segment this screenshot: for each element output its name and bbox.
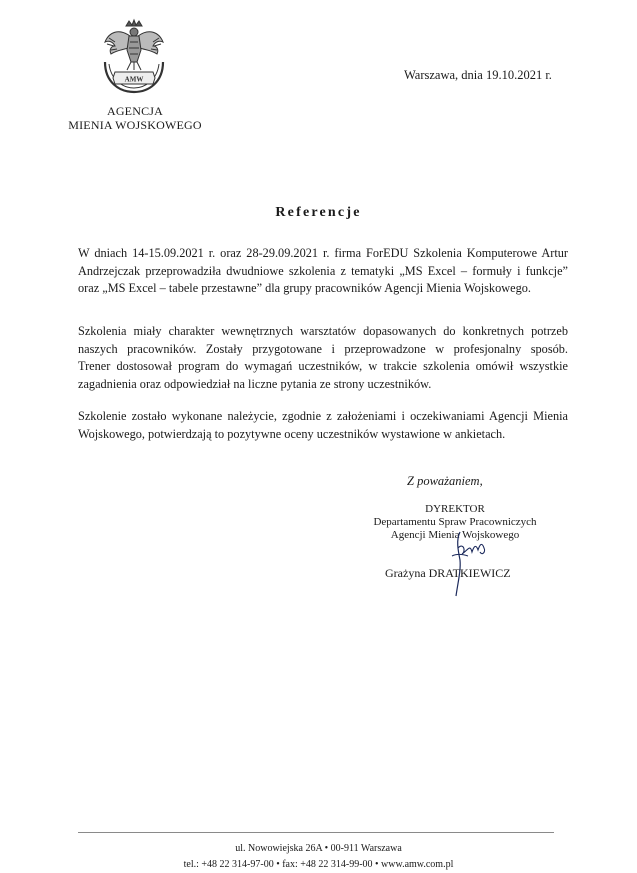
paragraph-line: zagadnienia oraz odpowiedział na liczne pytania ze strony uczestników. [78, 376, 432, 391]
paragraph-line: Szkolenie zostało wykonane należycie, zgodnie z założeniami i oczekiwaniami Agencji Mienia [78, 409, 568, 423]
signer-role: DYREKTOR [425, 503, 485, 515]
footer-contact: tel.: +48 22 314-97-00 • fax: +48 22 314-99-00 • www.amw.com.pl [183, 859, 454, 870]
agency-name [40, 104, 230, 132]
footer [0, 841, 637, 873]
paragraph-line: Szkolenia miały charakter wewnętrznych warsztatów dopasowanych do konkretnych potrzeb [78, 324, 568, 338]
paragraph-1 [78, 245, 568, 298]
signer-department: Departamentu Spraw Pracowniczych [373, 516, 537, 528]
closing-phrase: Z poważaniem, [407, 474, 483, 488]
logo-text: AMW [124, 75, 144, 84]
paragraph-line: W dniach 14-15.09.2021 r. oraz 28-29.09.2021 r. firma ForEDU Szkolenia Komputerowe Artur [78, 246, 568, 260]
paragraph-line: oraz „MS Excel – tabele przestawne” dla grupy pracowników Agencji Mienia Wojskowego. [78, 281, 531, 295]
agency-line1: AGENCJA [106, 104, 164, 118]
signature-scribble-icon [438, 530, 498, 600]
paragraph-line: naszych pracowników. Zostały przygotowane i przeprowadzone w profesjonalny sposób. [78, 341, 568, 356]
signer-name: Grażyna DRATKIEWICZ [385, 566, 511, 580]
paragraph-line: Wojskowego, potwierdzają to pozytywne oceny uczestników wystawione w ankietach. [78, 426, 506, 441]
handwritten-signature [438, 530, 498, 600]
footer-address: ul. Nowowiejska 26A • 00-911 Warszawa [235, 843, 402, 854]
place-date: Warszawa, dnia 19.10.2021 r. [404, 68, 552, 82]
paragraph-line: Trener dostosował program do wymagań uczestników, w trakcie szkolenia omówił wszystkie [78, 359, 568, 373]
paragraph-line: Andrzejczak przeprowadziła dwudniowe szkolenia z tematyki „MS Excel – formuły i funkcje” [78, 263, 568, 278]
agency-logo [99, 18, 169, 102]
footer-divider [78, 832, 554, 833]
paragraph-2 [78, 323, 568, 393]
agency-line2: MIENIA WOJSKOWEGO [68, 118, 202, 132]
signer-agency: Agencji Mienia Wojskowego [390, 529, 520, 541]
eagle-emblem-icon [99, 18, 169, 102]
document-title: Referencje [275, 205, 362, 220]
paragraph-3 [78, 408, 568, 443]
